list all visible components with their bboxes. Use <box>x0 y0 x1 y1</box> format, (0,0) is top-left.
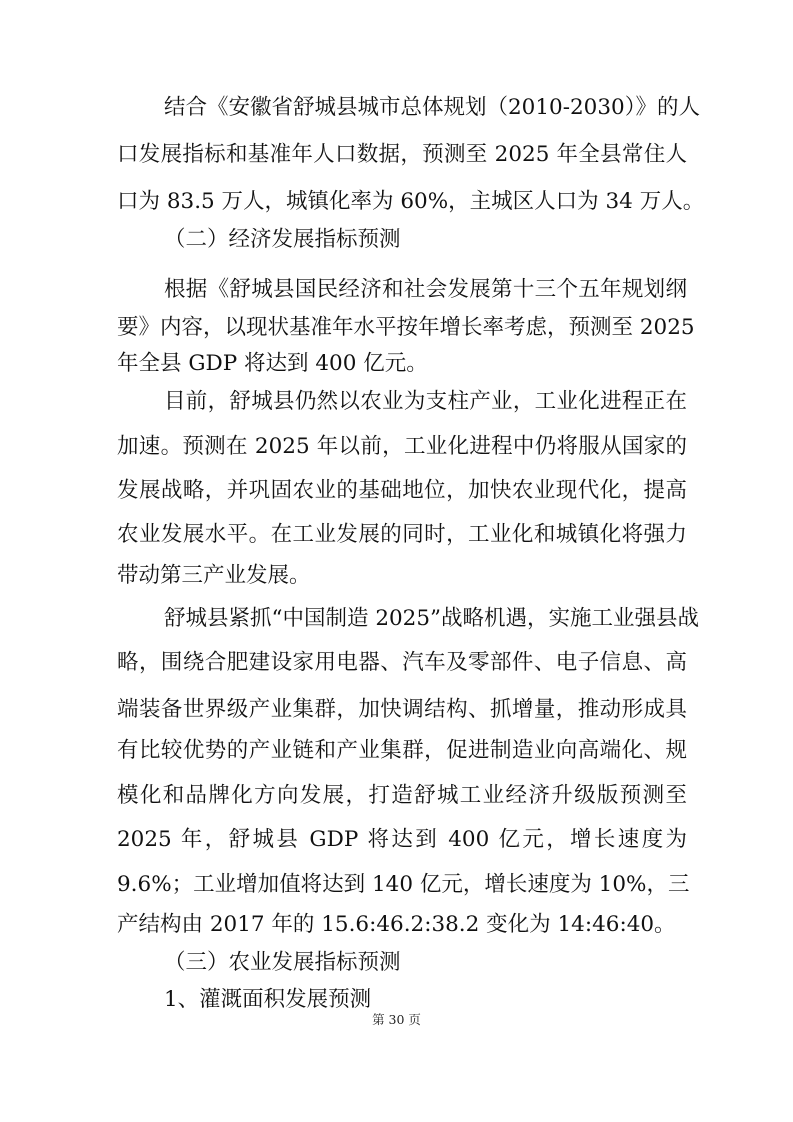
section-heading-economy: （二）经济发展指标预测 <box>164 227 401 252</box>
section-heading-agriculture: （三）农业发展指标预测 <box>164 950 401 975</box>
paragraph-4-line-4: 有比较优势的产业链和产业集群，促进制造业向高端化、规 <box>117 738 687 763</box>
paragraph-4-line-8: 产结构由 2017 年的 15.6:46.2:38.2 变化为 14:46:40。 <box>117 912 676 937</box>
paragraph-1-line-1: 结合《安徽省舒城县城市总体规划（2010-2030）》的人 <box>164 95 700 120</box>
paragraph-4-line-3: 端装备世界级产业集群，加快调结构、抓增量，推动形成具 <box>117 697 687 722</box>
paragraph-2-line-1: 根据《舒城县国民经济和社会发展第十三个五年规划纲 <box>164 277 687 302</box>
paragraph-4-line-7: 9.6%；工业增加值将达到 140 亿元，增长速度为 10%，三 <box>117 872 690 897</box>
paragraph-4-line-1: 舒城县紧抓“中国制造 2025”战略机遇，实施工业强县战 <box>164 606 700 631</box>
paragraph-2-line-2: 要》内容，以现状基准年水平按年增长率考虑，预测至 2025 <box>117 315 695 340</box>
paragraph-1-line-2: 口发展指标和基准年人口数据，预测至 2025 年全县常住人 <box>117 142 687 167</box>
paragraph-4-line-5: 模化和品牌化方向发展，打造舒城工业经济升级版预测至 <box>117 783 687 808</box>
paragraph-4-line-2: 略，围绕合肥建设家用电器、汽车及零部件、电子信息、高 <box>117 650 687 675</box>
paragraph-3-line-4: 农业发展水平。在工业发展的同时，工业化和城镇化将强力 <box>117 522 687 547</box>
paragraph-2-line-3: 年全县 GDP 将达到 400 亿元。 <box>117 351 428 376</box>
subsection-heading-irrigation: 1、灌溉面积发展预测 <box>164 987 372 1012</box>
paragraph-3-line-2: 加速。预测在 2025 年以前，工业化进程中仍将服从国家的 <box>117 434 687 459</box>
paragraph-3-line-5: 带动第三产业发展。 <box>117 563 311 588</box>
paragraph-3-line-1: 目前，舒城县仍然以农业为支柱产业，工业化进程正在 <box>164 389 687 414</box>
page-number: 第 30 页 <box>372 1012 421 1027</box>
paragraph-3-line-3: 发展战略，并巩固农业的基础地位，加快农业现代化，提高 <box>117 478 687 503</box>
paragraph-4-line-6: 2025 年，舒城县 GDP 将达到 400 亿元，增长速度为 <box>117 827 687 852</box>
paragraph-1-line-3: 口为 83.5 万人，城镇化率为 60%，主城区人口为 34 万人。 <box>117 189 705 214</box>
